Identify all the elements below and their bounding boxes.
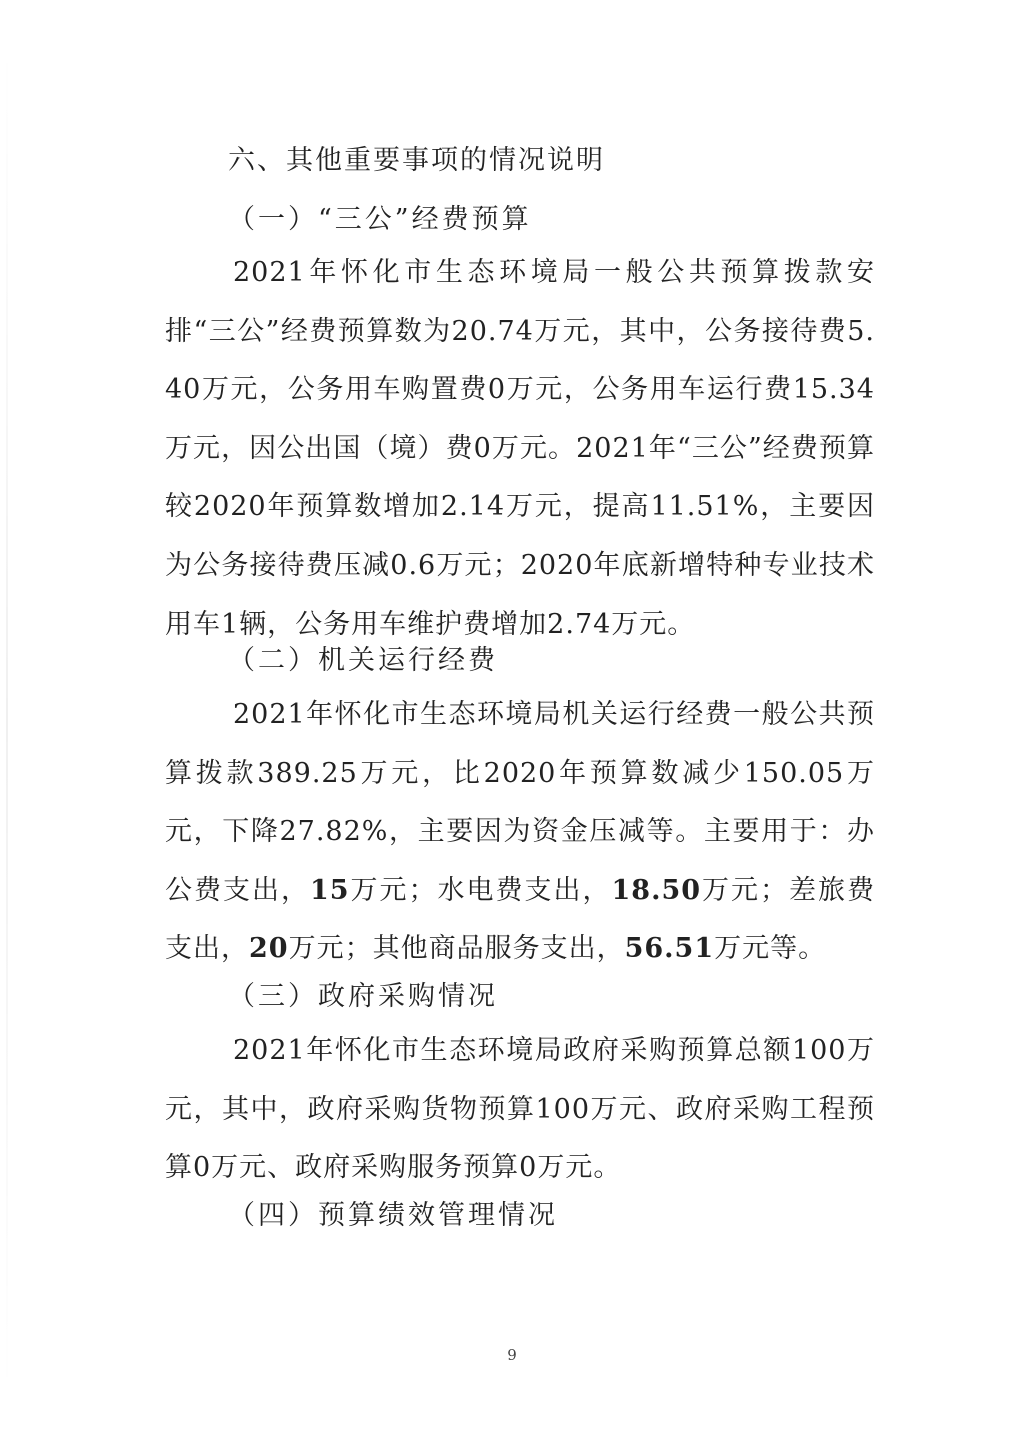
page-number: 9 [507,1346,517,1364]
paragraph-text-run: 万元；差旅费支出， [165,874,876,965]
paragraph-text-run: 万元；其他商品服务支出， [288,933,625,965]
paragraph-operating-expenses [165,686,875,979]
paragraph-text-run: 2021年怀化市生态环境局机关运行经费一般公共预算拨款389.25万元，比2020年预算数减少150.05万元，下降27.82%，主要因为资金压减等。主要用于：办公费支出， [165,699,875,906]
subsection-title-1: （一）“三公”经费预算 [228,204,532,235]
paragraph-government-procurement [165,1022,875,1198]
paragraph-text-run: 20 [249,933,289,965]
scan-edge-shadow [6,40,8,1400]
paragraph-three-public-expenses [165,244,875,654]
paragraph-text-run: 万元等。 [714,933,827,965]
section-heading: 六、其他重要事项的情况说明 [228,145,605,176]
paragraph-text-run: 万元；水电费支出， [349,874,612,906]
subsection-title-2: （二）机关运行经费 [228,645,498,676]
paragraph-text-run: 56.51 [624,933,715,965]
subsection-title-3: （三）政府采购情况 [228,981,498,1012]
paragraph-text-run: 15 [309,874,350,906]
paragraph-text-run: 2021年怀化市生态环境局一般公共预算拨款安排“三公”经费预算数为20.74万元，其中，公务接待费5.40万元，公务用车购置费0万元，公务用车运行费15.34万元，因公出国（境）费0万元。2021年“三公”经费预算较2020年预算数增加2.14万元，提高11.51%，主要因为公务接待费压减0.6万元；2020年底新增特种专业技术用车1辆，公务用车维护费增加2.74万元。 [165,257,875,640]
subsection-title-4: （四）预算绩效管理情况 [228,1200,558,1231]
paragraph-text-run: 2021年怀化市生态环境局政府采购预算总额100万元，其中，政府采购货物预算100万元、政府采购工程预算0万元、政府采购服务预算0万元。 [165,1035,875,1184]
paragraph-text-run: 18.50 [611,874,702,906]
